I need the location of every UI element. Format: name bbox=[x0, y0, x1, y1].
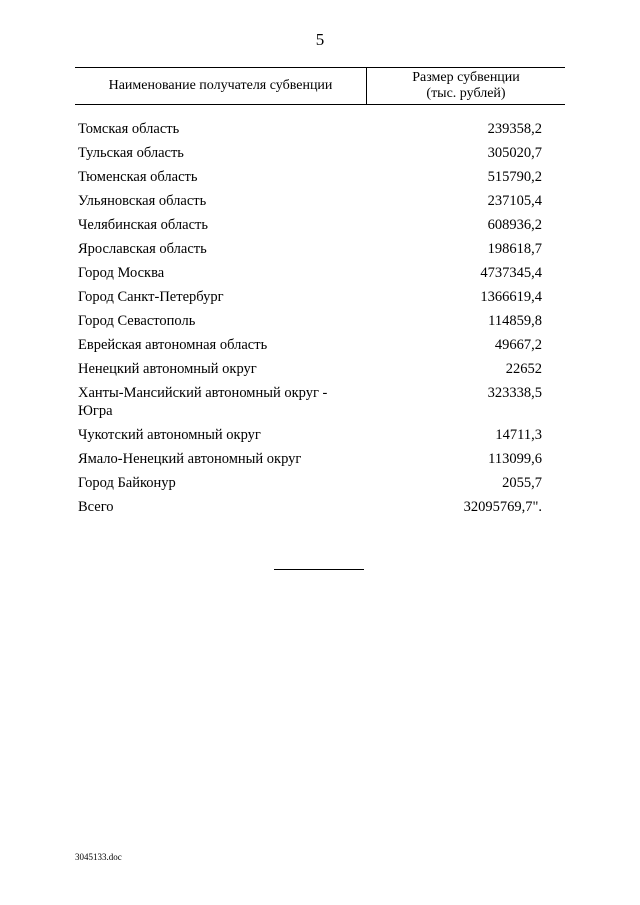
table-row bbox=[78, 192, 565, 210]
table-row bbox=[78, 336, 565, 354]
subvention-amount: 2055,7 bbox=[502, 475, 542, 491]
recipient-name: Тюменская область bbox=[78, 169, 198, 185]
recipient-name: Город Байконур bbox=[78, 475, 176, 491]
subvention-amount: 237105,4 bbox=[487, 193, 542, 209]
subvention-amount: 113099,6 bbox=[488, 451, 542, 467]
subvention-amount: 22652 bbox=[505, 361, 542, 377]
table-body bbox=[78, 120, 565, 522]
table-row-total bbox=[78, 498, 565, 516]
table-row bbox=[78, 450, 565, 468]
table-header bbox=[75, 67, 565, 105]
table-row bbox=[78, 474, 565, 492]
subvention-amount: 239358,2 bbox=[487, 121, 542, 137]
recipient-name: Город Санкт-Петербург bbox=[78, 289, 224, 305]
table-row bbox=[78, 288, 565, 306]
total-amount: 32095769,7". bbox=[463, 499, 542, 515]
recipient-name: Челябинская область bbox=[78, 217, 208, 233]
closing-rule bbox=[274, 569, 364, 570]
subvention-amount: 608936,2 bbox=[487, 217, 542, 233]
subvention-amount: 198618,7 bbox=[487, 241, 542, 257]
table-row bbox=[78, 168, 565, 186]
total-label: Всего bbox=[78, 499, 114, 515]
recipient-name: Еврейская автономная область bbox=[78, 337, 268, 353]
recipient-name: Тульская область bbox=[78, 145, 184, 161]
recipient-name: Чукотский автономный округ bbox=[78, 427, 261, 443]
table-row bbox=[78, 384, 565, 420]
subvention-amount: 114859,8 bbox=[488, 313, 542, 329]
page-number: 5 bbox=[315, 30, 325, 49]
table-row bbox=[78, 216, 565, 234]
table-row bbox=[78, 312, 565, 330]
subvention-amount: 323338,5 bbox=[487, 385, 542, 401]
subvention-amount: 515790,2 bbox=[487, 169, 542, 185]
subvention-amount: 4737345,4 bbox=[480, 265, 542, 281]
document-code: 3045133.doc bbox=[75, 852, 122, 862]
column-header-amount bbox=[367, 68, 565, 104]
recipient-name: Ярославская область bbox=[78, 241, 207, 257]
table-row bbox=[78, 264, 565, 282]
table-row bbox=[78, 120, 565, 138]
subvention-amount: 49667,2 bbox=[494, 337, 542, 353]
subvention-amount: 305020,7 bbox=[487, 145, 542, 161]
table-row bbox=[78, 426, 565, 444]
column-header-amount-line2: (тыс. рублей) bbox=[426, 86, 506, 101]
subvention-amount: 1366619,4 bbox=[480, 289, 542, 305]
recipient-name: Ульяновская область bbox=[78, 193, 207, 209]
recipient-name: Ненецкий автономный округ bbox=[78, 361, 257, 377]
column-header-recipient: Наименование получателя субвенции bbox=[75, 68, 367, 104]
recipient-name: Город Севастополь bbox=[78, 313, 196, 329]
column-header-amount-line1: Размер субвенции bbox=[412, 70, 520, 85]
recipient-name: Томская область bbox=[78, 121, 180, 137]
table-row bbox=[78, 240, 565, 258]
recipient-name: Ханты-Мансийский автономный округ - Югра bbox=[78, 385, 328, 419]
recipient-name: Ямало-Ненецкий автономный округ bbox=[78, 451, 302, 467]
subvention-amount: 14711,3 bbox=[495, 427, 542, 443]
table-row bbox=[78, 144, 565, 162]
recipient-name: Город Москва bbox=[78, 265, 165, 281]
table-row bbox=[78, 360, 565, 378]
